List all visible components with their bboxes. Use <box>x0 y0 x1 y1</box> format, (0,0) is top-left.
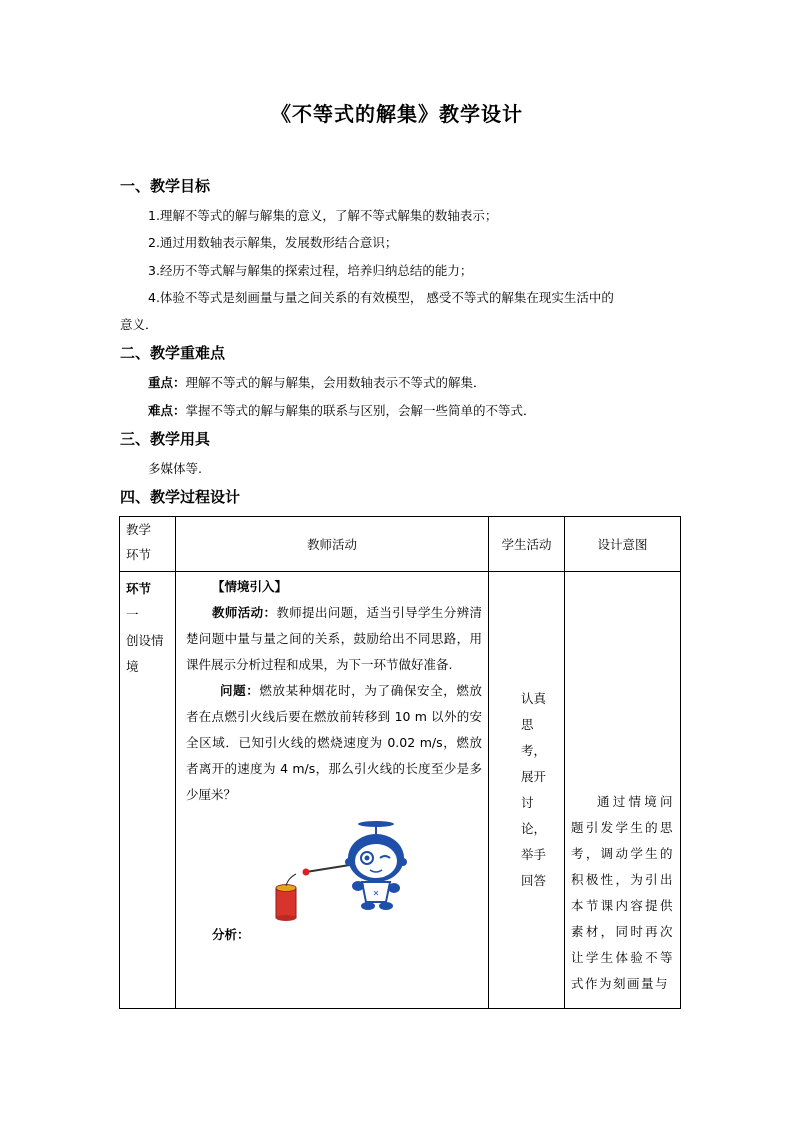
goal-item: 3.经历不等式解与解集的探索过程，培养归纳总结的能力； <box>148 263 473 278</box>
design-intent-cell <box>565 572 681 1009</box>
section-heading-process: 四、教学过程设计 <box>120 488 241 506</box>
section-heading-key: 二、教学重难点 <box>120 344 226 362</box>
analysis-label: 分析： <box>212 927 250 942</box>
header-stage-line: 环节 <box>126 547 152 562</box>
focus-label: 重点： <box>148 375 186 390</box>
stage-line: 境 <box>126 659 139 674</box>
robot-firework-illustration <box>266 816 516 946</box>
problem-text: 燃放某种烟花时，为了确保安全，燃放者在点燃引火线后要在燃放前转移到 10 m 以外的安全区域．已知引火线的燃烧速度为 0.02 m/s，燃放者离开的速度为 4 m/s，那么引火线的长度至少是多少厘米？ <box>186 683 482 802</box>
stage-line: 环节 <box>126 581 152 596</box>
goal-item: 2.通过用数轴表示解集，发展数形结合意识； <box>148 235 398 250</box>
header-stage <box>120 517 176 572</box>
header-stage-line: 教学 <box>126 522 152 537</box>
header-teacher: 教师活动 <box>176 517 489 572</box>
section-heading-goals: 一、教学目标 <box>120 177 211 195</box>
stage-cell <box>120 572 176 1009</box>
teacher-activity-text: 教师提出问题，适当引导学生分辨清楚问题中量与量之间的关系，鼓励给出不同思路，用课件展示分析过程和成果，为下一环节做好准备. <box>186 605 482 672</box>
tools-text: 多媒体等. <box>148 461 202 476</box>
table-row <box>120 572 681 1009</box>
table-header-row <box>120 517 681 572</box>
focus-text: 理解不等式的解与解集，会用数轴表示不等式的解集． <box>185 375 486 390</box>
difficulty-text: 掌握不等式的解与解集的联系与区别，会解一些简单的不等式． <box>185 403 536 418</box>
header-intent: 设计意图 <box>565 517 681 572</box>
teacher-activity-label: 教师活动： <box>212 605 277 620</box>
teacher-activity-cell <box>176 572 489 1009</box>
illustration <box>186 816 482 946</box>
page-title: 《不等式的解集》教学设计 <box>271 102 523 126</box>
problem-paragraph <box>186 678 482 808</box>
section-heading-tools: 三、教学用具 <box>120 430 211 448</box>
stage-line: 创设情 <box>126 633 164 648</box>
difficulty-label: 难点： <box>148 403 186 418</box>
focus-paragraph <box>120 369 680 397</box>
svg-text:✕: ✕ <box>372 889 380 898</box>
goal-item: 1.理解不等式的解与解集的意义，了解不等式解集的数轴表示； <box>148 208 498 223</box>
teacher-activity-paragraph <box>186 600 482 678</box>
firework-icon <box>276 874 296 921</box>
goal-item: 4.体验不等式是刻画量与量之间关系的有效模型， 感受不等式的解集在现实生活中的 <box>148 290 614 305</box>
robot-icon <box>345 821 407 910</box>
header-student: 学生活动 <box>489 517 565 572</box>
goal-item: 意义． <box>120 317 158 332</box>
problem-label: 问题： <box>220 683 260 698</box>
situation-title: 【情境引入】 <box>212 579 288 594</box>
stage-line: 一 <box>126 607 139 622</box>
student-activity-text: 认真思考，展开讨论，举手回答 <box>521 691 547 888</box>
process-table <box>119 516 681 1009</box>
difficulty-paragraph <box>120 397 680 425</box>
design-intent-text: 通过情境问题引发学生的思考，调动学生的积极性，为引出本节课内容提供素材，同时再次让学生体验不等式作为刻画量与 <box>571 794 674 991</box>
